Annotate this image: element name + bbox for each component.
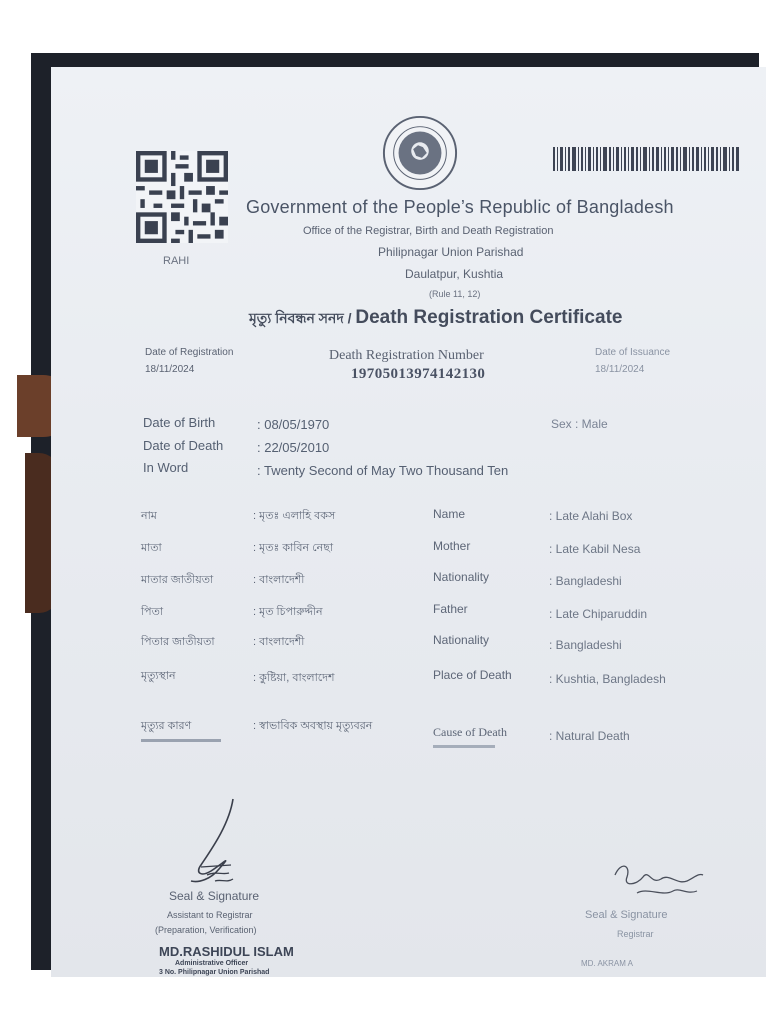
date-of-birth: : 08/05/1970 [257, 417, 330, 432]
father-nationality-label-bn: পিতার জাতীয়তা [141, 636, 215, 648]
cause-of-death-label: Cause of Death [433, 725, 507, 739]
mother-nationality-label-bn: মাতার জাতীয়তা [141, 574, 214, 586]
issuance-date: 18/11/2024 [595, 364, 645, 375]
rule-reference: (Rule 11, 12) [429, 289, 481, 299]
father-nationality-value: : Bangladeshi [549, 638, 622, 652]
registration-date: 18/11/2024 [145, 364, 195, 375]
qr-label: RAHI [163, 255, 190, 267]
left-signatory-title: Administrative Officer [175, 960, 249, 967]
death-certificate [51, 67, 766, 977]
place-of-death-label-bn: মৃত্যুস্থান [141, 670, 176, 682]
death-date-in-words: : Twenty Second of May Two Thousand Ten [257, 463, 509, 478]
left-signatory-name: MD.RASHIDUL ISLAM [159, 944, 294, 959]
father-value-bn: : মৃত চিপারুদ্দীন [253, 606, 323, 618]
certificate-title-en: Death Registration Certificate [355, 307, 623, 328]
office-name: Office of the Registrar, Birth and Death Registration [303, 225, 554, 237]
left-signatory-role: Assistant to Registrar [167, 910, 253, 920]
left-seal-signature-label: Seal & Signature [169, 889, 260, 903]
name-value: : Late Alahi Box [549, 509, 633, 523]
cause-of-death-value: : Natural Death [549, 729, 630, 743]
place-of-death-label: Place of Death [433, 668, 512, 682]
left-signatory-org: 3 No. Philipnagar Union Parishad [159, 969, 270, 976]
fine-print-bn [141, 739, 221, 742]
name-label: Name [433, 507, 466, 521]
mother-nationality-value: : Bangladeshi [549, 574, 622, 588]
father-nationality-label: Nationality [433, 633, 490, 647]
right-signatory-name: MD. AKRAM A [581, 959, 634, 968]
fine-print-en [433, 745, 495, 748]
mother-nationality-label: Nationality [433, 570, 490, 584]
father-label: Father [433, 602, 468, 616]
cause-of-death-label-bn: মৃত্যুর কারণ [141, 720, 192, 732]
document-photo [31, 53, 759, 976]
qr-code-icon [133, 151, 231, 243]
left-signature [171, 795, 261, 891]
father-value: : Late Chiparuddin [549, 607, 648, 621]
registration-number-label: Death Registration Number [329, 348, 484, 363]
place-of-death-value: : Kushtia, Bangladesh [549, 672, 666, 686]
left-signatory-duty: (Preparation, Verification) [155, 925, 257, 935]
date-of-birth-label: Date of Birth [143, 415, 216, 430]
cause-of-death-value-bn: : স্বাভাবিক অবস্থায় মৃত্যুবরন [253, 720, 373, 732]
father-label-bn: পিতা [141, 606, 164, 618]
place-of-death-value-bn: : কুষ্টিয়া, বাংলাদেশ [253, 672, 335, 684]
government-emblem-icon [381, 114, 459, 192]
location: Daulatpur, Kushtia [405, 267, 504, 281]
sex-field: Sex : Male [551, 417, 608, 431]
right-seal-signature-label: Seal & Signature [585, 909, 668, 921]
mother-nationality-value-bn: : বাংলাদেশী [253, 574, 305, 586]
name-value-bn: : মৃতঃ এলাহি বকস [253, 510, 336, 522]
in-word-label: In Word [143, 460, 189, 475]
issuance-date-label: Date of Issuance [595, 347, 671, 358]
mother-label: Mother [433, 539, 471, 553]
mother-value: : Late Kabil Nesa [549, 542, 641, 556]
barcode-icon [553, 147, 741, 171]
registration-number: 19705013974142130 [351, 366, 486, 382]
government-title: Government of the People’s Republic of Bangladesh [246, 197, 674, 217]
certificate-title-bn: মৃত্যু নিবন্ধন সনদ / [249, 310, 356, 326]
certificate-title [249, 307, 622, 331]
date-of-death-label: Date of Death [143, 438, 224, 453]
right-signatory-role: Registrar [617, 929, 654, 939]
union-parishad: Philipnagar Union Parishad [378, 245, 524, 259]
registration-date-label: Date of Registration [145, 347, 234, 358]
date-of-death: : 22/05/2010 [257, 440, 330, 455]
right-signature [607, 855, 707, 905]
mother-label-bn: মাতা [141, 542, 162, 554]
father-nationality-value-bn: : বাংলাদেশী [253, 636, 305, 648]
name-label-bn: নাম [141, 510, 157, 522]
mother-value-bn: : মৃতঃ কাবিন নেছা [253, 542, 334, 554]
